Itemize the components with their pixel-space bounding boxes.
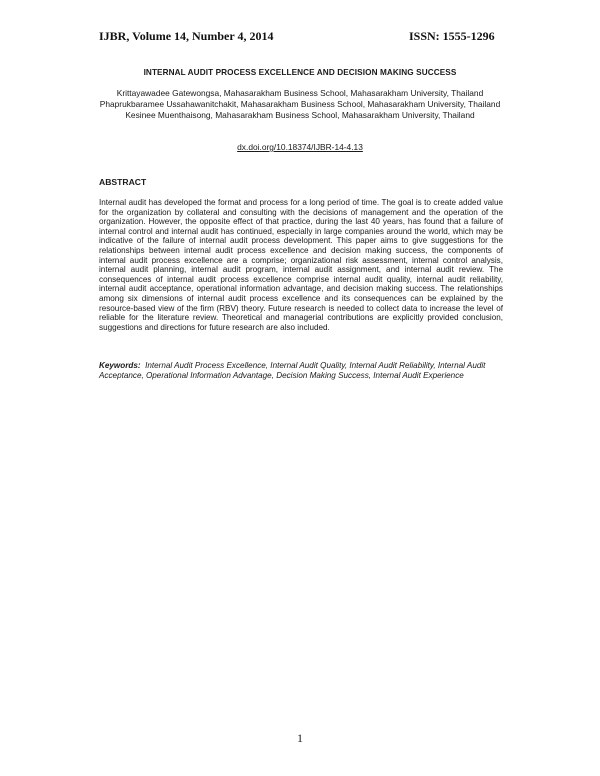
- keywords: [99, 361, 503, 381]
- author-line: Phaprukbaramee Ussahawanitchakit, Mahasarakham Business School, Mahasarakham University, Thailand: [99, 99, 501, 109]
- keywords-text: Internal Audit Process Excellence, Internal Audit Quality, Internal Audit Reliability, Internal Audit Acceptance, Operational Information Advantage, Decision Making Success, Internal Audit Experience: [99, 361, 486, 380]
- doi-link[interactable]: dx.doi.org/10.18374/IJBR-14-4.13: [237, 142, 363, 152]
- author-line: Kesinee Muenthaisong, Mahasarakham Business School, Mahasarakham University, Thailand: [125, 110, 475, 120]
- author-list: [0, 88, 600, 121]
- page-number: 1: [297, 731, 303, 745]
- abstract-text: Internal audit has developed the format and process for a long period of time. The goal is to create added value for the organization by collateral and consulting with the decisions of management and the operation of the organization. However, the opposite effect of that practice, during the last 40 years, has found that a failure of internal control and internal audit has continued, especially in large companies around the world, which may be indicative of the failure of internal audit process development. This paper aims to give suggestions for the relationships between internal audit process excellence and decision making success, the components of internal audit process excellence are a comprise; organizational risk assessment, internal control analysis, internal audit planning, internal audit program, internal audit assignment, and internal audit review. The consequences of internal audit process excellence comprise internal audit quality, internal audit reliability, internal audit acceptance, operational information advantage, and decision making success. The relationships among six dimensions of internal audit process excellence and its consequences can be explained by the resource-based view of the firm (RBV) theory. Future research is needed to collect data to increase the level of reliable for the literature review. Theoretical and managerial contributions are explicitly provided conclusion, suggestions and directions for future research are also included.: [99, 198, 503, 332]
- doi-line: [0, 142, 600, 152]
- journal-info: IJBR, Volume 14, Number 4, 2014: [99, 29, 274, 43]
- paper-title: INTERNAL AUDIT PROCESS EXCELLENCE AND DECISION MAKING SUCCESS: [143, 68, 457, 77]
- keywords-label: Keywords:: [99, 361, 141, 370]
- author-line: Krittayawadee Gatewongsa, Mahasarakham Business School, Mahasarakham University, Thailand: [116, 88, 484, 98]
- abstract-heading: ABSTRACT: [99, 177, 147, 187]
- issn: ISSN: 1555-1296: [409, 29, 495, 43]
